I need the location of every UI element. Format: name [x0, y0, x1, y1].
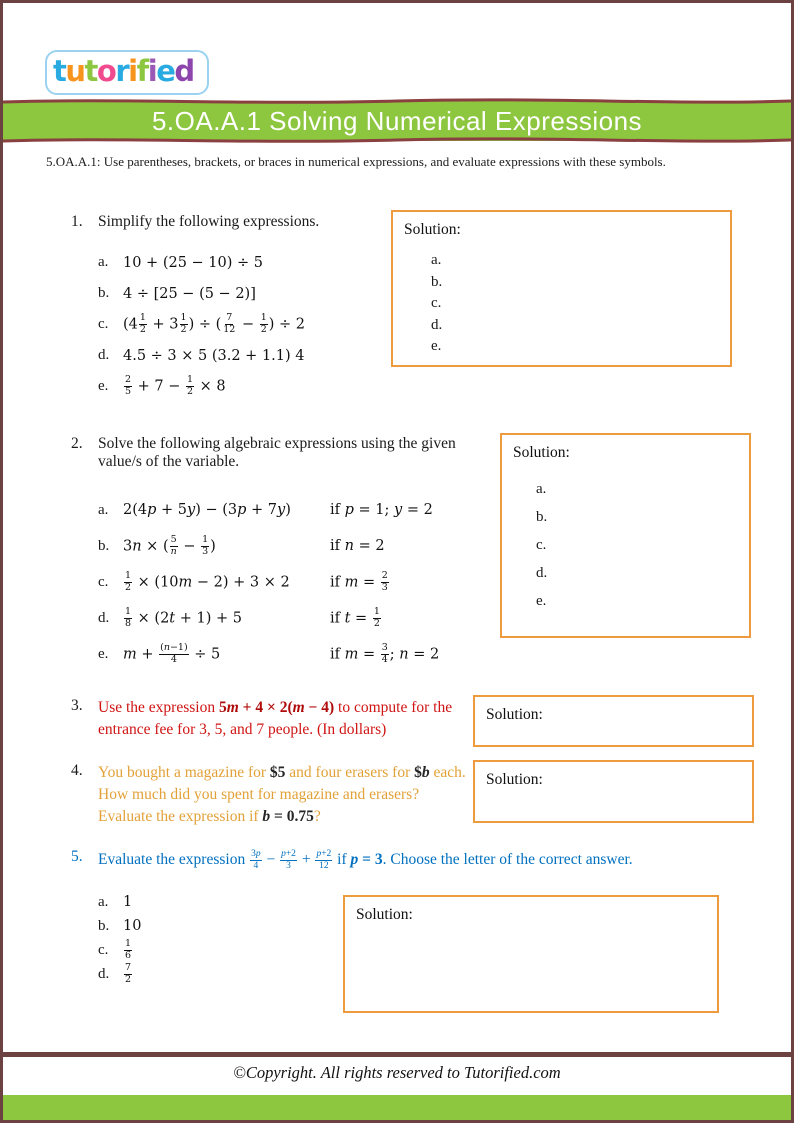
solution-box-q2: [500, 433, 751, 638]
solution-line-e: e.: [431, 338, 442, 354]
title-banner: [3, 97, 791, 145]
item-expression: $\frac{1}{8}$ × (2t + 1) + 5: [125, 605, 242, 629]
item-label: b.: [98, 285, 110, 301]
question-2: [71, 435, 491, 672]
item-label: e.: [98, 645, 109, 662]
item-label: b.: [98, 537, 110, 554]
item-expression: $\frac{2}{5}$ + 7 − $\frac{1}{2}$ × 8: [125, 374, 226, 397]
item-expression: 10 + (25 − 10) ÷ 5: [123, 254, 263, 271]
solution-line-c: c.: [431, 295, 442, 311]
question-5-number: 5.: [71, 848, 83, 865]
question-3: [71, 697, 491, 741]
question-4-text: You bought a magazine for $5 and four erasers for $b each. How much did you spent for magazine and erasers? Evaluate the expression if b = 0.75?: [98, 764, 466, 825]
question-1-item-c: [98, 309, 386, 340]
question-1-item-a: [98, 247, 386, 278]
solution-line-b: b.: [536, 509, 548, 525]
question-1-item-b: [98, 278, 386, 309]
item-condition: if p = 1; y = 2: [330, 502, 433, 518]
solution-box-q1: [391, 210, 732, 367]
copyright-text: ©Copyright. All rights reserved to Tutorified.com: [233, 1063, 561, 1082]
solution-line-a: a.: [431, 252, 442, 268]
option-label: c.: [98, 941, 109, 958]
question-3-number: 3.: [71, 697, 83, 714]
solution-line-c: c.: [536, 537, 547, 553]
item-label: c.: [98, 573, 109, 590]
worksheet-title: 5.OA.A.1 Solving Numerical Expressions: [151, 105, 643, 136]
solution-line-d: d.: [536, 565, 548, 581]
option-value: $\frac{7}{2}$: [125, 961, 132, 985]
item-label: a.: [98, 254, 109, 270]
question-2-prompt: Solve the following algebraic expressions using the given value/s of the variable.: [98, 435, 456, 470]
question-1-number: 1.: [71, 213, 83, 230]
solution-title: Solution:: [486, 706, 543, 723]
question-2-number: 2.: [71, 435, 83, 452]
item-condition: if t = $\frac{1}{2}$: [330, 605, 380, 629]
question-1-prompt: Simplify the following expressions.: [98, 213, 320, 230]
option-value: 1: [123, 894, 133, 910]
item-label: c.: [98, 316, 109, 332]
tutorified-logo-text: tutorified: [53, 54, 194, 88]
item-label: d.: [98, 347, 110, 363]
solution-box-q5: [343, 895, 719, 1013]
solution-line-a: a.: [536, 481, 547, 497]
item-label: a.: [98, 501, 109, 518]
item-expression: 2(4p + 5y) − (3p + 7y): [123, 502, 291, 518]
option-label: b.: [98, 917, 110, 934]
question-1: [71, 213, 386, 402]
footer-divider: [3, 1052, 791, 1057]
question-2-item-d: [98, 600, 491, 636]
solution-title: Solution:: [356, 906, 413, 923]
option-value: $\frac{1}{6}$: [125, 937, 132, 961]
item-label: d.: [98, 609, 110, 626]
question-2-item-b: [98, 528, 491, 564]
solution-box-q3: [473, 695, 754, 747]
item-expression: 4.5 ÷ 3 × 5 (3.2 + 1.1) 4: [123, 347, 305, 364]
solution-title: Solution:: [486, 771, 543, 788]
item-condition: if m = $\frac{3}{4}$ ; n = 2: [330, 641, 440, 665]
option-value: 10: [123, 918, 142, 934]
question-2-item-a: [98, 492, 491, 528]
item-expression: 4 ÷ [25 − (5 − 2)]: [123, 285, 256, 302]
option-label: a.: [98, 893, 109, 910]
tutorified-logo: [53, 54, 194, 88]
item-expression: (4 $\frac{1}{2}$ + 3 $\frac{1}{2}$ ) ÷ ( $\frac{7}{12}$ − $\frac{1}{2}$ ) ÷ 2: [123, 312, 306, 335]
question-2-item-e: [98, 636, 491, 672]
option-label: d.: [98, 965, 110, 982]
solution-line-e: e.: [536, 593, 547, 609]
item-condition: if m = $\frac{2}{3}$: [330, 569, 388, 593]
solution-box-q4: [473, 760, 754, 823]
standard-description: 5.OA.A.1: Use parentheses, brackets, or braces in numerical expressions, and evaluate expressions with these symbols.: [46, 154, 666, 169]
item-expression: $\frac{1}{2}$ × (10m − 2) + 3 × 2: [125, 569, 290, 593]
question-4: [71, 762, 491, 827]
footer-green-bar: [3, 1095, 791, 1120]
item-expression: 3n × ( $\frac{5}{n}$ − $\frac{1}{3}$ ): [123, 533, 216, 557]
question-1-item-e: [98, 371, 386, 402]
question-2-item-c: [98, 564, 491, 600]
question-4-number: 4.: [71, 762, 83, 779]
item-condition: if n = 2: [330, 538, 385, 554]
question-5-text: Evaluate the expression $\frac{3p}{4}$ − $\frac{p+2}{3}$ + $\frac{p+2}{12}$ if p = 3. Choose the letter of the correct answer.: [98, 849, 633, 871]
item-expression: m + $\frac{(n-1)}{4}$ ÷ 5: [123, 641, 221, 665]
item-label: e.: [98, 378, 109, 394]
solution-title: Solution:: [513, 444, 570, 461]
solution-title: Solution:: [404, 221, 461, 238]
question-1-item-d: [98, 340, 386, 371]
question-3-text: Use the expression 5m + 4 × 2(m − 4) to compute for the entrance fee for 3, 5, and 7 people. (In dollars): [98, 699, 453, 738]
solution-line-b: b.: [431, 273, 443, 290]
solution-line-d: d.: [431, 316, 443, 333]
